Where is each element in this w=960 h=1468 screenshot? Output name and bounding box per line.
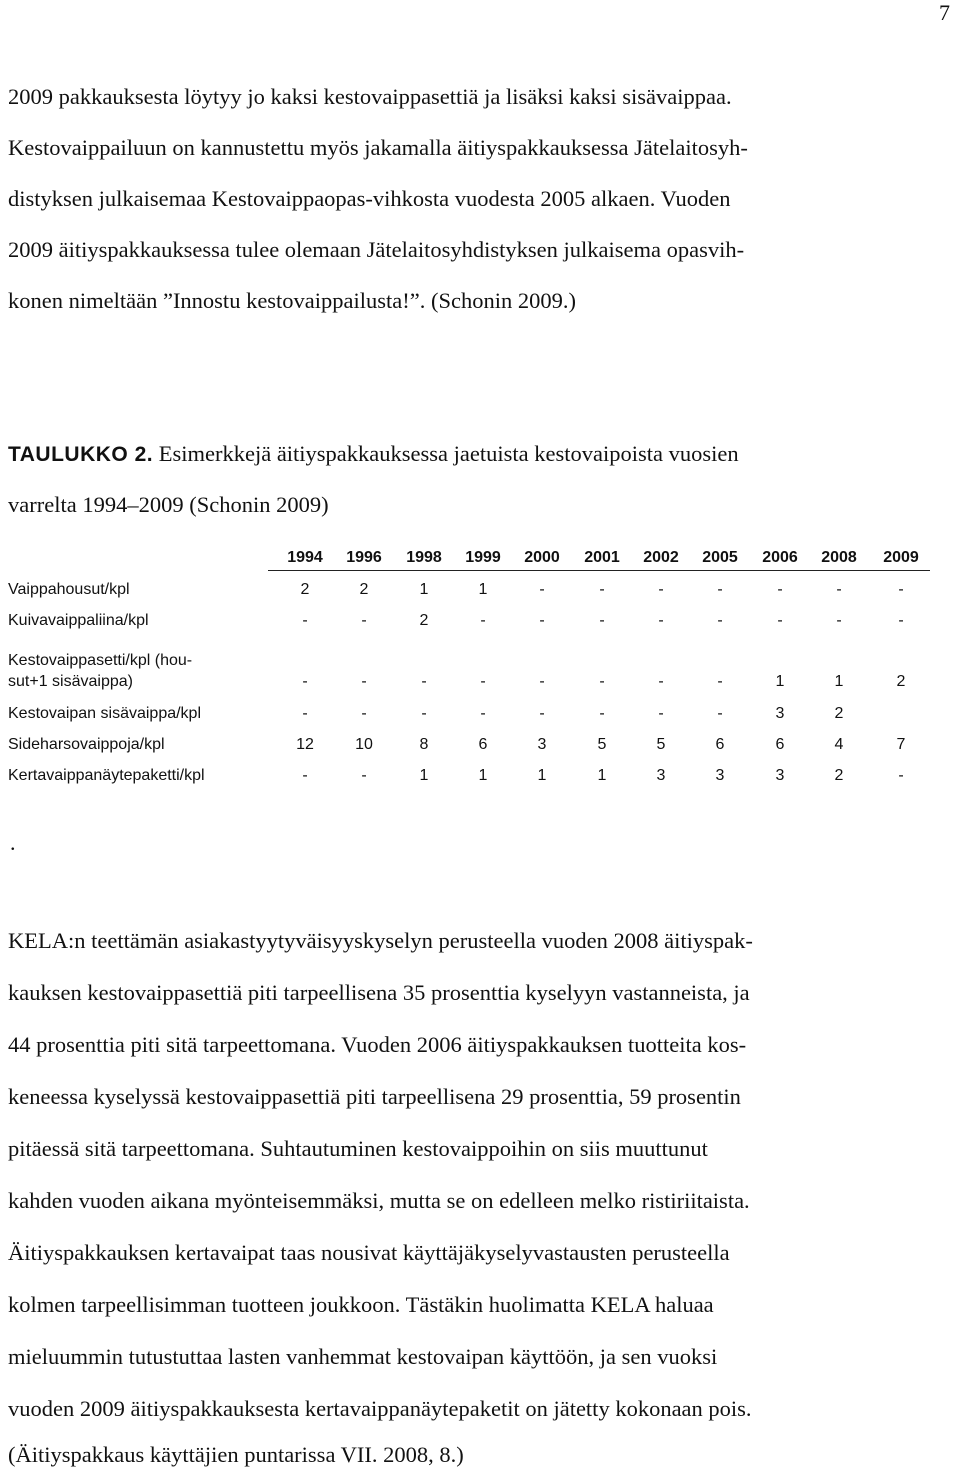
intro-line: Kestovaippailuun on kannustettu myös jakamalla äitiyspakkauksessa Jätelaitosyh-: [8, 135, 748, 160]
table-cell: -: [717, 581, 723, 598]
table-cell: 8: [419, 736, 429, 753]
year-header: 2008: [821, 549, 857, 566]
year-header: 1999: [465, 549, 501, 566]
intro-line: distyksen julkaisemaa Kestovaippaopas-vihkosta vuodesta 2005 alkaen. Vuoden: [8, 186, 731, 211]
table-cell: 5: [597, 736, 607, 753]
closing-line: kahden vuoden aikana myönteisemmäksi, mutta se on edelleen melko ristiriitaista.: [8, 1188, 750, 1213]
table-cell: -: [717, 673, 723, 690]
year-header: 2006: [762, 549, 798, 566]
row-label: Kuivavaippaliina/kpl: [8, 612, 149, 629]
table-header-rule: [268, 570, 930, 571]
closing-line: kauksen kestovaippasettiä piti tarpeellisena 35 prosenttia kyselyyn vastanneista, ja: [8, 980, 750, 1005]
table-cell: 2: [834, 767, 844, 784]
table-cell: -: [777, 612, 783, 629]
table-cell: 6: [715, 736, 725, 753]
closing-line: Äitiyspakkauksen kertavaipat taas nousivat käyttäjäkyselyvastausten perusteella: [8, 1240, 730, 1265]
table-cell: 3: [656, 767, 666, 784]
table-cell: 6: [775, 736, 785, 753]
table-cell: 3: [715, 767, 725, 784]
intro-line: 2009 pakkauksesta löytyy jo kaksi kestovaippasettiä ja lisäksi kaksi sisävaippaa.: [8, 84, 732, 109]
table-cell: -: [599, 673, 605, 690]
table-cell: -: [361, 612, 367, 629]
year-header: 2001: [584, 549, 620, 566]
table-cell: 12: [296, 736, 314, 753]
table-cell: -: [539, 612, 545, 629]
table-cell: -: [717, 705, 723, 722]
table-cell: -: [480, 612, 486, 629]
row-label: sut+1 sisävaippa): [8, 673, 133, 690]
year-header: 2009: [883, 549, 919, 566]
table-caption: [8, 443, 739, 466]
year-header: 1996: [346, 549, 382, 566]
table-cell: 4: [834, 736, 844, 753]
table-cell: -: [898, 767, 904, 784]
table-cell: 1: [775, 673, 785, 690]
row-label: Sideharsovaippoja/kpl: [8, 736, 165, 753]
table-cell: 2: [834, 705, 844, 722]
table-cell: 7: [896, 736, 906, 753]
table-caption-text: Esimerkkejä äitiyspakkauksessa jaetuista kestovaipoista vuosien: [153, 441, 739, 466]
table-cell: 1: [537, 767, 547, 784]
table-cell: -: [361, 767, 367, 784]
closing-line: (Äitiyspakkaus käyttäjien puntarissa VII. 2008, 8.): [8, 1442, 464, 1467]
closing-line: kolmen tarpeellisimman tuotteen joukkoon. Tästäkin huolimatta KELA haluaa: [8, 1292, 714, 1317]
closing-line: KELA:n teettämän asiakastyytyväisyyskyselyn perusteella vuoden 2008 äitiyspak-: [8, 928, 753, 953]
year-header: 2002: [643, 549, 679, 566]
table-cell: -: [777, 581, 783, 598]
table-cell: -: [302, 673, 308, 690]
row-label: Vaippahousut/kpl: [8, 581, 130, 598]
table-cell: -: [658, 581, 664, 598]
table-cell: 3: [775, 767, 785, 784]
year-header: 1994: [287, 549, 323, 566]
table-caption-label: TAULUKKO 2.: [8, 443, 154, 466]
table-cell: -: [717, 612, 723, 629]
table-cell: -: [898, 581, 904, 598]
table-cell: -: [480, 673, 486, 690]
table-cell: 10: [355, 736, 373, 753]
row-label: Kestovaipan sisävaippa/kpl: [8, 705, 202, 722]
table-cell: -: [898, 612, 904, 629]
row-label: Kertavaippanäytepaketti/kpl: [8, 767, 205, 784]
table-cell: -: [539, 673, 545, 690]
table-caption-line2: varrelta 1994–2009 (Schonin 2009): [8, 492, 329, 517]
closing-line: keneessa kyselyssä kestovaippasettiä piti tarpeellisena 29 prosenttia, 59 prosentin: [8, 1084, 741, 1109]
table-cell: 2: [300, 581, 310, 598]
table-cell: -: [539, 581, 545, 598]
table-cell: 2: [896, 673, 906, 690]
table-cell: -: [539, 705, 545, 722]
table-cell: 3: [537, 736, 547, 753]
year-header: 2000: [524, 549, 560, 566]
intro-line: 2009 äitiyspakkauksessa tulee olemaan Jätelaitosyhdistyksen julkaisema opasvih-: [8, 237, 745, 262]
table-cell: 1: [419, 767, 429, 784]
table-cell: 1: [478, 767, 488, 784]
closing-line: mieluummin tutustuttaa lasten vanhemmat kestovaipan käyttöön, ja sen vuoksi: [8, 1344, 718, 1369]
table-cell: -: [599, 705, 605, 722]
intro-line: konen nimeltään ”Innostu kestovaippailusta!”. (Schonin 2009.): [8, 288, 576, 313]
table-cell: -: [421, 673, 427, 690]
closing-line: 44 prosenttia piti sitä tarpeettomana. Vuoden 2006 äitiyspakkauksen tuotteita kos-: [8, 1032, 747, 1057]
table-cell: 3: [775, 705, 785, 722]
table-cell: -: [480, 705, 486, 722]
table-cell: -: [302, 705, 308, 722]
table-cell: -: [658, 612, 664, 629]
table-cell: 5: [656, 736, 666, 753]
closing-line: pitäessä sitä tarpeettomana. Suhtautuminen kestovaippoihin on siis muuttunut: [8, 1136, 708, 1161]
table-cell: 1: [478, 581, 488, 598]
table-cell: 1: [419, 581, 429, 598]
table-cell: 6: [478, 736, 488, 753]
table-cell: -: [421, 705, 427, 722]
page-number: 7: [939, 0, 950, 25]
year-header: 2005: [702, 549, 738, 566]
table-cell: 2: [359, 581, 369, 598]
table-cell: -: [658, 705, 664, 722]
table-cell: 1: [834, 673, 844, 690]
table-cell: -: [658, 673, 664, 690]
table-cell: -: [599, 581, 605, 598]
closing-line: vuoden 2009 äitiyspakkauksesta kertavaippanäytepaketit on jätetty kokonaan pois.: [8, 1396, 752, 1421]
table-cell: -: [302, 612, 308, 629]
year-header: 1998: [406, 549, 442, 566]
table-cell: 1: [597, 767, 607, 784]
table-cell: -: [302, 767, 308, 784]
row-label: Kestovaippasetti/kpl (hou-: [8, 652, 193, 669]
table-cell: -: [836, 612, 842, 629]
table-cell: -: [361, 673, 367, 690]
table-cell: 2: [419, 612, 429, 629]
table-cell: -: [836, 581, 842, 598]
table-cell: -: [599, 612, 605, 629]
separator-dot: .: [10, 830, 16, 855]
table-cell: -: [361, 705, 367, 722]
